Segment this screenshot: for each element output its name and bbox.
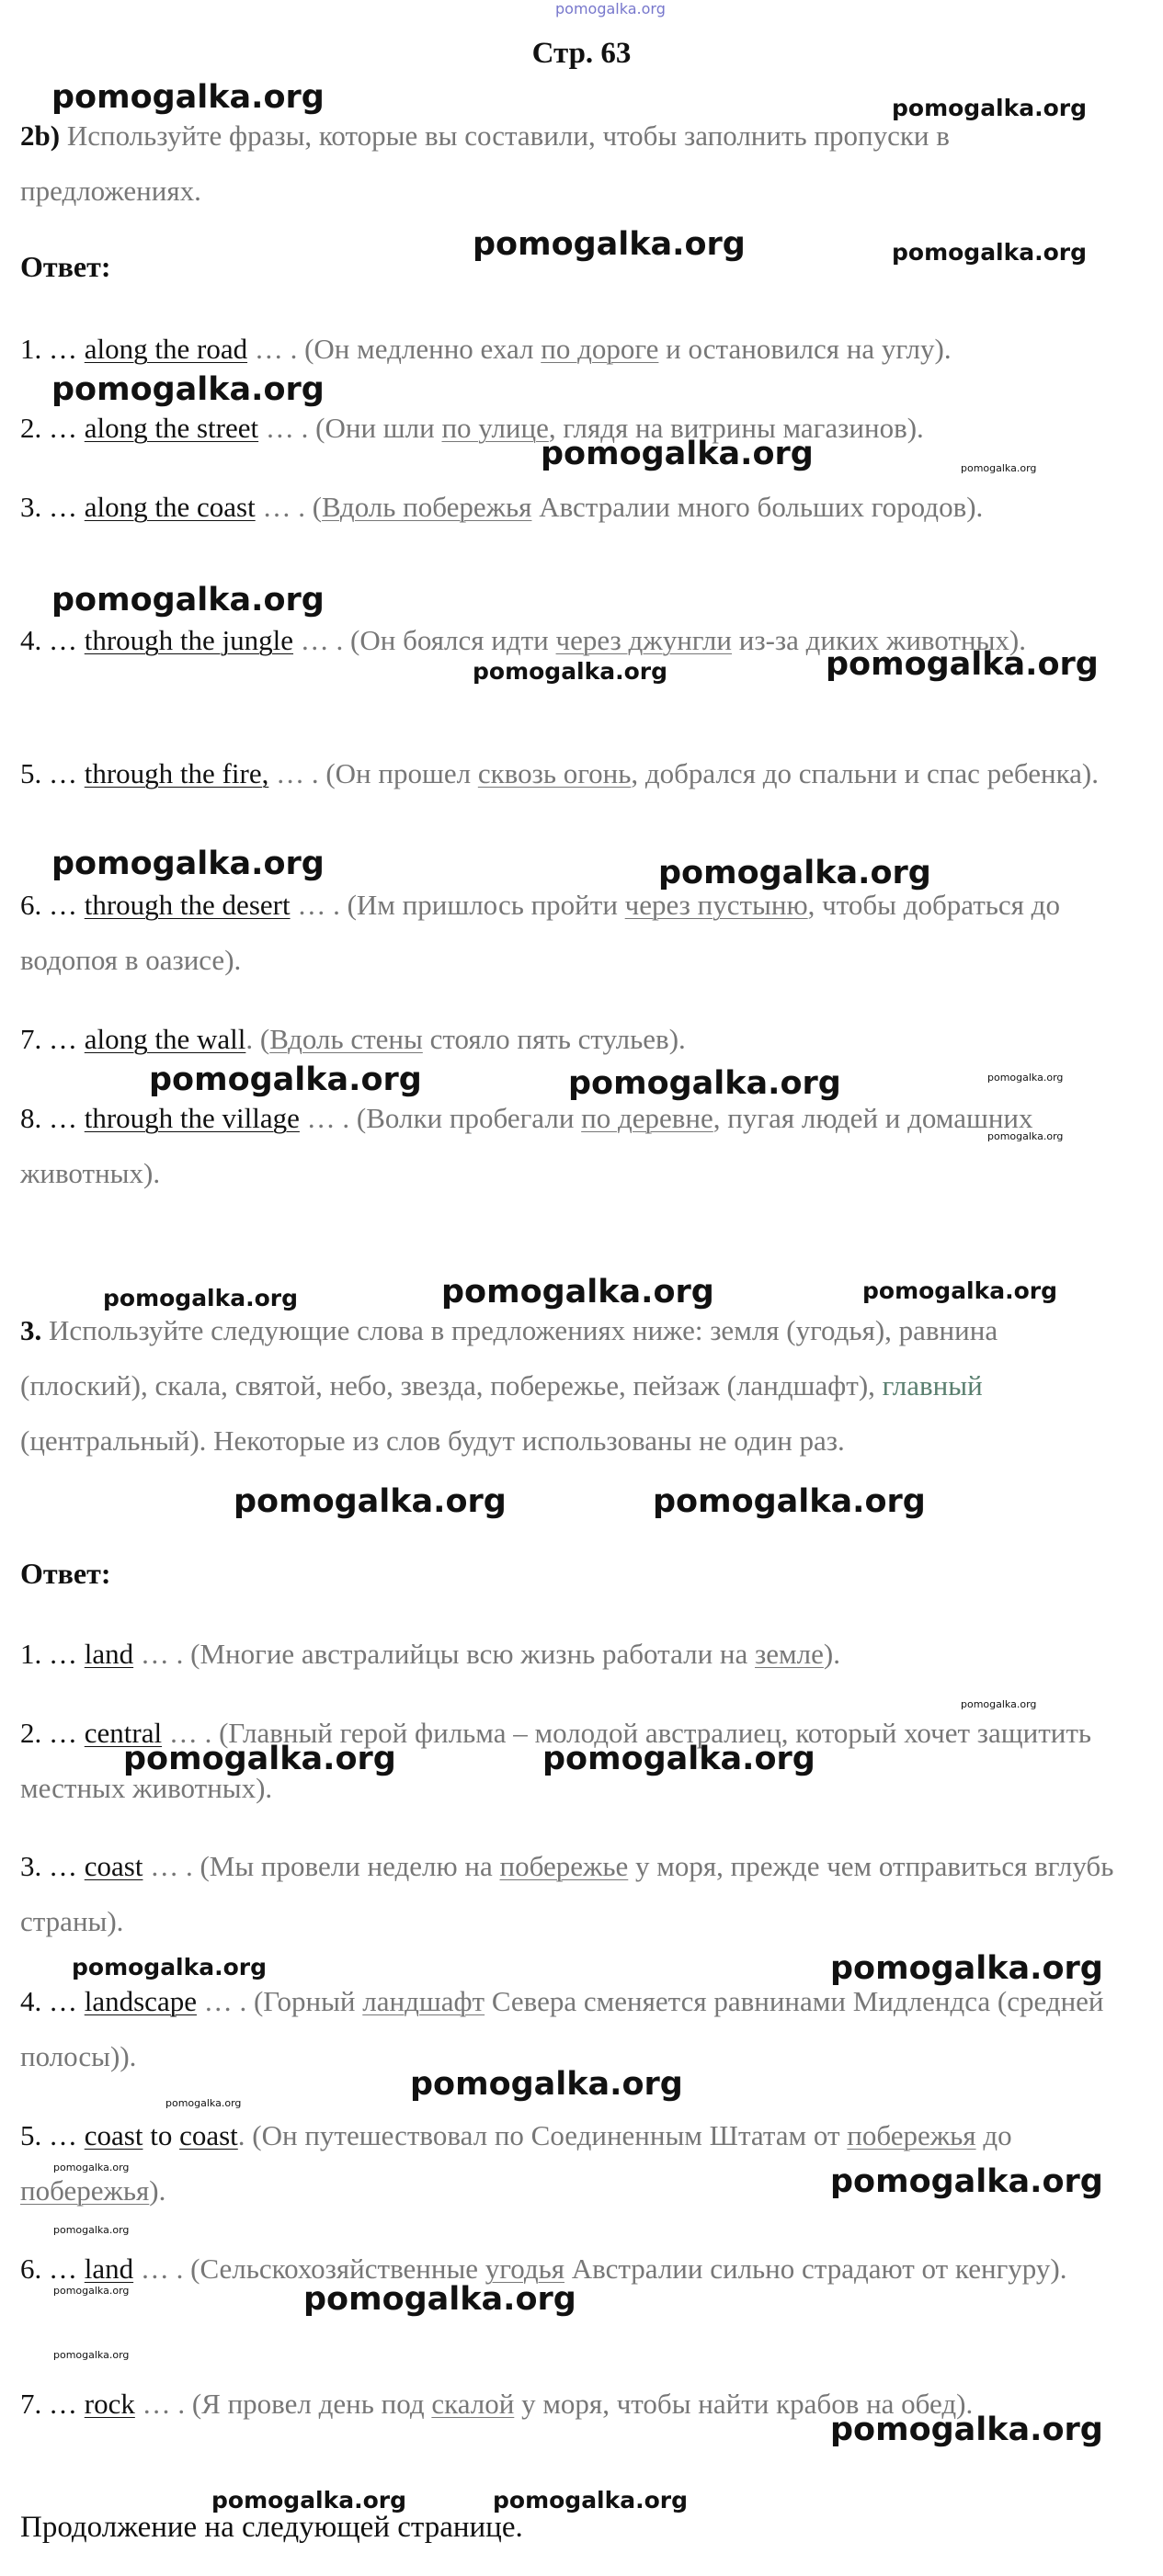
list-item: 3. … along the coast … . (Вдоль побережья Австралии много больших городов).: [20, 491, 984, 523]
watermark: pomogalka.org: [473, 658, 668, 685]
watermark: pomogalka.org: [961, 462, 1037, 474]
answer-label: Ответ:: [20, 250, 111, 283]
watermark: pomogalka.org: [987, 1072, 1064, 1084]
list-item: 7. … along the wall. (Вдоль стены стояло пять стульев).: [20, 1023, 686, 1055]
watermark: pomogalka.org: [149, 1061, 422, 1098]
page-title: Стр. 63: [531, 37, 632, 70]
watermark: pomogalka.org: [830, 2163, 1103, 2200]
watermark: pomogalka.org: [541, 436, 814, 472]
watermark: pomogalka.org: [165, 2097, 242, 2109]
list-item: 3. … coast … . (Мы провели неделю на побережье у моря, прежде чем отправиться вглубь страны).: [20, 1850, 1114, 1937]
watermark: pomogalka.org: [987, 1130, 1064, 1142]
watermark: pomogalka.org: [53, 2224, 130, 2236]
watermark: pomogalka.org: [892, 239, 1088, 266]
watermark: pomogalka.org: [234, 1483, 507, 1520]
list-item: 7. … rock … . (Я провел день под скалой у моря, чтобы найти крабов на обед).: [20, 2388, 974, 2420]
watermark: pomogalka.org: [51, 371, 325, 408]
watermark: pomogalka.org: [473, 226, 746, 263]
watermark: pomogalka.org: [555, 0, 666, 17]
watermark: pomogalka.org: [103, 1285, 299, 1311]
list-item: 1. … along the road … . (Он медленно ехал по дороге и остановился на углу).: [20, 333, 952, 365]
list-item: 1. … land … . (Многие австралийцы всю жизнь работали на земле).: [20, 1638, 840, 1670]
watermark: pomogalka.org: [961, 1698, 1037, 1710]
exercise-number: 3.: [20, 1314, 42, 1346]
watermark: pomogalka.org: [410, 2066, 683, 2103]
continuation-note: Продолжение на следующей странице.: [20, 2511, 523, 2544]
watermark: pomogalka.org: [542, 1741, 815, 1777]
watermark: pomogalka.org: [441, 1274, 714, 1311]
list-item: 5. … through the fire, … . (Он прошел сквозь огонь, добрался до спальни и спас ребенка).: [20, 757, 1099, 789]
watermark: pomogalka.org: [493, 2487, 689, 2514]
watermark: pomogalka.org: [51, 582, 325, 618]
watermark: pomogalka.org: [211, 2487, 407, 2514]
task-text: Используйте фразы, которые вы составили, чтобы заполнить пропуски в предложениях.: [20, 119, 950, 207]
list-item: 8. … through the village … . (Волки пробегали по деревне, пугая людей и домашних животных).: [20, 1102, 1033, 1189]
watermark: pomogalka.org: [568, 1065, 841, 1102]
exercise-2b-task: [20, 108, 1123, 219]
list-item: 5. … coast to coast. (Он путешествовал по Соединенным Штатам от побережья до побережья).: [20, 2119, 1012, 2207]
watermark: pomogalka.org: [303, 2281, 576, 2318]
list-item: 4. … through the jungle … . (Он боялся идти через джунгли из-за диких животных).: [20, 624, 1026, 656]
list-item: 2. … along the street … . (Они шли по улице, глядя на витрины магазинов).: [20, 412, 924, 444]
watermark: pomogalka.org: [51, 845, 325, 882]
exercise-number: 2b): [20, 119, 61, 152]
watermark: pomogalka.org: [123, 1741, 396, 1777]
watermark: pomogalka.org: [53, 2162, 130, 2173]
watermark: pomogalka.org: [830, 2411, 1103, 2448]
watermark: pomogalka.org: [826, 646, 1099, 683]
watermark: pomogalka.org: [862, 1277, 1058, 1304]
list-item: 6. … through the desert … . (Им пришлось пройти через пустыню, чтобы добраться до водопоя в оазисе).: [20, 889, 1060, 976]
watermark: pomogalka.org: [53, 2349, 130, 2361]
watermark: pomogalka.org: [72, 1954, 268, 1980]
watermark: pomogalka.org: [51, 79, 325, 116]
watermark: pomogalka.org: [653, 1483, 926, 1520]
answer-label: Ответ:: [20, 1557, 111, 1590]
watermark: pomogalka.org: [892, 95, 1088, 121]
list-item: 2. … central … . (Главный герой фильма – молодой австралиец, который хочет защитить местных животных).: [20, 1717, 1092, 1804]
watermark: pomogalka.org: [53, 2285, 130, 2297]
watermark: pomogalka.org: [658, 855, 931, 891]
list-item: 6. … land … . (Сельскохозяйственные угодья Австралии сильно страдают от кенгуру).: [20, 2253, 1067, 2285]
list-item: 4. … landscape … . (Горный ландшафт Севера сменяется равнинами Мидлендса (средней полосы)).: [20, 1985, 1104, 2072]
watermark: pomogalka.org: [830, 1950, 1103, 1987]
exercise-3-task: 3. Используйте следующие слова в предложениях ниже: земля (угодья), равнина (плоский), скала, святой, небо, звезда, побережье, пейзаж (ландшафт), главный (центральный). Некоторые из слов будут использованы не один раз.: [20, 1314, 998, 1457]
